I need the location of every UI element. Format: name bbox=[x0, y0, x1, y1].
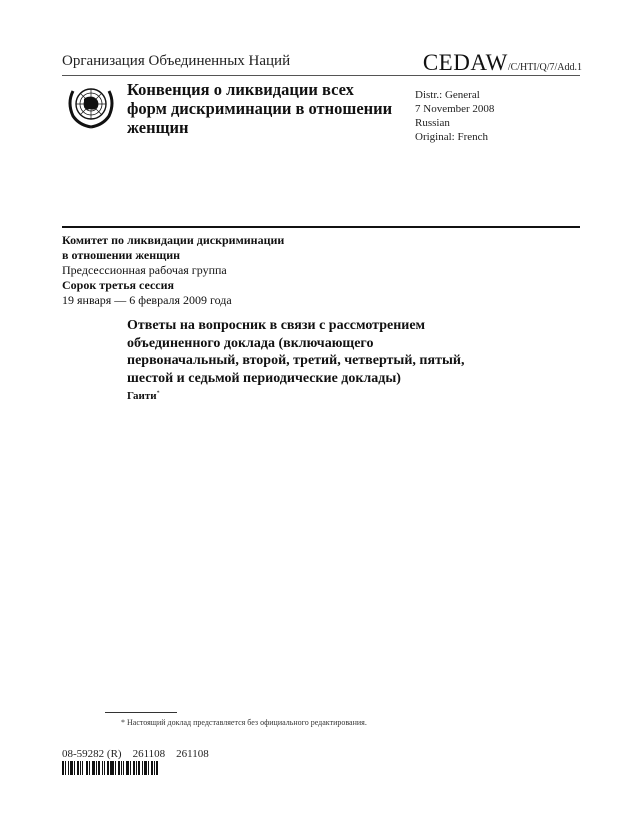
document-title: Ответы на вопросник в связи с рассмотрением объединенного доклада (включающего первоначальный, второй, третий, четвертый, пятый, шестой и седьмой периодические доклады) bbox=[127, 318, 465, 386]
distr-original: Original: French bbox=[415, 131, 489, 143]
country-label: Гаити bbox=[127, 390, 157, 402]
distr-status: Distr.: General bbox=[415, 89, 480, 101]
footnote-rule bbox=[105, 712, 177, 713]
un-emblem-icon bbox=[64, 81, 118, 131]
footnote-marker: * bbox=[156, 390, 160, 397]
barcode-icon bbox=[62, 761, 174, 775]
committee-name-line2: в отношении женщин bbox=[62, 248, 181, 262]
footnote-text: * Настоящий доклад представляется без официального редактирования. bbox=[121, 718, 367, 727]
symbol-suffix: /C/HTI/Q/7/Add.1 bbox=[507, 62, 582, 73]
country-name bbox=[127, 390, 160, 402]
symbol-main: CEDAW bbox=[422, 50, 508, 75]
session-dates: 19 января — 6 февраля 2009 года bbox=[62, 293, 232, 307]
job-number: 08-59282 (R) 261108 261108 bbox=[62, 748, 209, 760]
distr-date: 7 November 2008 bbox=[415, 103, 495, 115]
committee-block bbox=[62, 233, 382, 308]
working-group: Предсессионная рабочая группа bbox=[62, 263, 227, 277]
committee-name-line1: Комитет по ликвидации дискриминации bbox=[62, 233, 285, 247]
document-symbol bbox=[423, 50, 582, 76]
header-rule bbox=[62, 75, 580, 76]
distr-language: Russian bbox=[415, 117, 450, 129]
distribution-block bbox=[415, 88, 494, 144]
convention-title: Конвенция о ликвидации всех форм дискриминации в отношении женщин bbox=[127, 80, 393, 137]
organization-name: Организация Объединенных Наций bbox=[62, 53, 291, 69]
session-name: Сорок третья сессия bbox=[62, 278, 175, 292]
section-rule bbox=[62, 226, 580, 228]
